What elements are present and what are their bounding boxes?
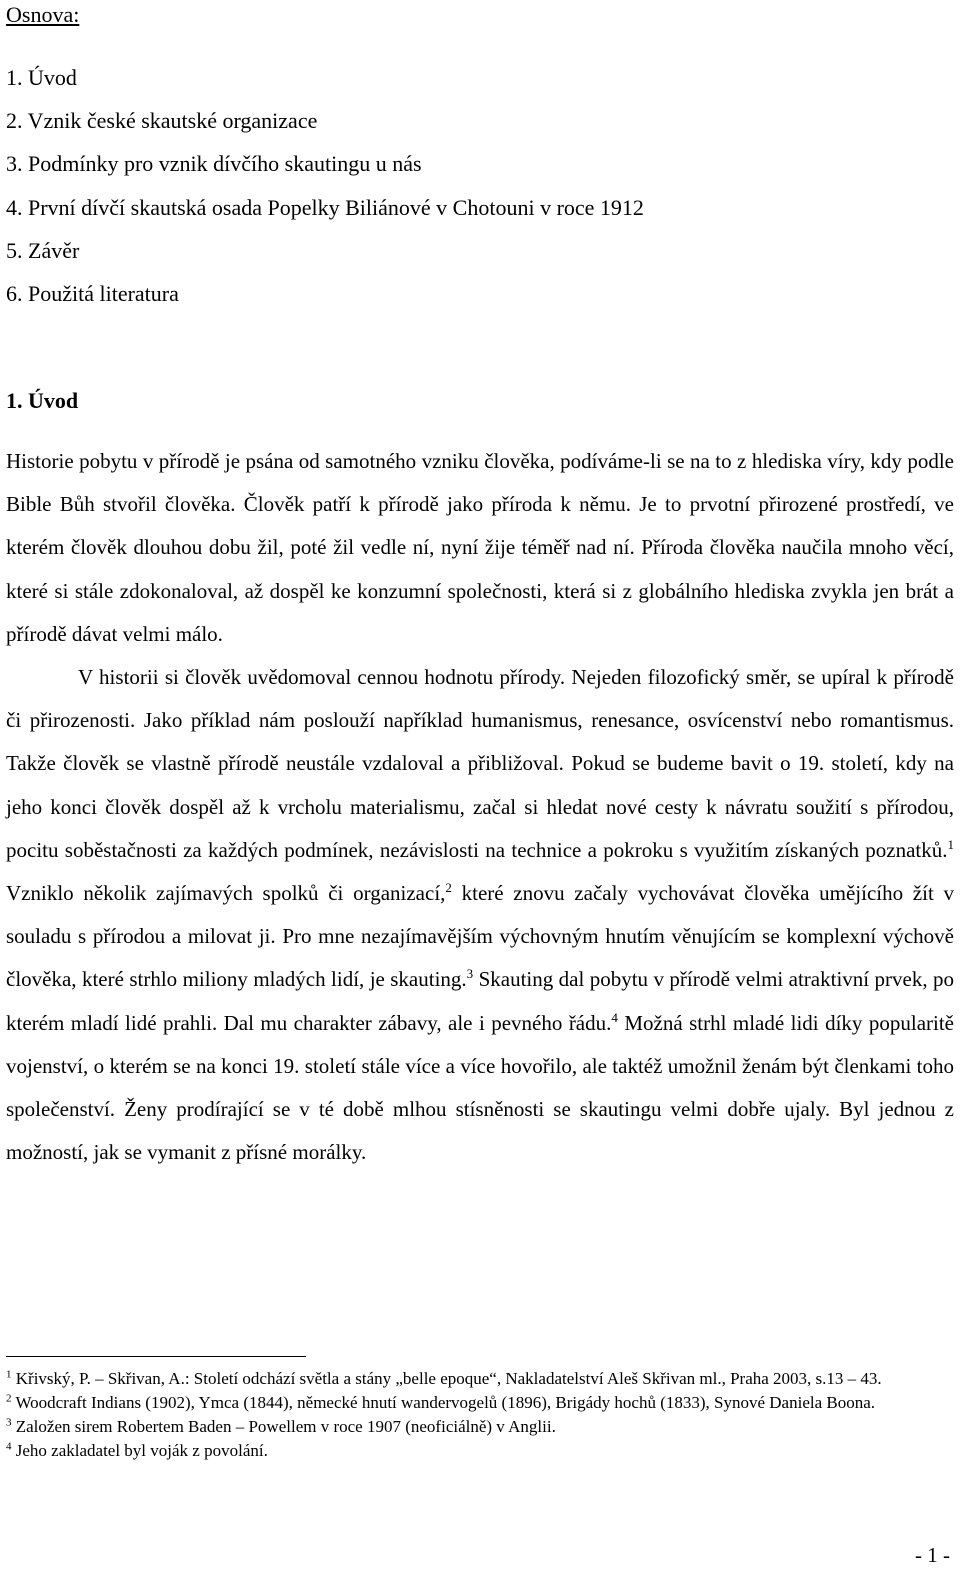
paragraph-2-text-e: Možná strhl mladé lidi díky popularitě vojenství, o kterém se na konci 19. století stále více a více hovořilo, ale taktéž umožnil ženám být členkami toho společenství. Ženy prodírající se v té době mlhou stísněnosti se skautingu velmi dobře ujaly. Byl jednou z možností, jak se vymanit z přísné morálky. — [6, 1010, 955, 1165]
footnote-separator — [6, 1356, 306, 1357]
footnote — [6, 1367, 954, 1391]
outline-item: 1. Úvod — [6, 65, 77, 90]
outline-heading: Osnova: — [6, 2, 80, 27]
outline-item: 2. Vznik české skautské organizace — [6, 108, 318, 134]
footnote — [6, 1391, 954, 1415]
footnote — [6, 1439, 954, 1463]
paragraph-2 — [6, 656, 954, 1174]
footnote-ref-3[interactable]: 3 — [466, 966, 474, 982]
body-text — [6, 440, 954, 1174]
section-title: 1. Úvod — [6, 388, 79, 413]
footnotes — [6, 1367, 954, 1463]
footnote-ref-4[interactable]: 4 — [611, 1009, 618, 1025]
footnote-mark: 2 — [6, 1392, 12, 1405]
footnote-text: Woodcraft Indians (1902), Ymca (1844), německé hnutí wandervogelů (1896), Brigády hochů (1833), Synové Daniela Boona. — [11, 1393, 876, 1412]
footnote-mark: 3 — [6, 1416, 12, 1429]
page-number: - 1 - — [915, 1543, 950, 1567]
outline-item: 5. Závěr — [6, 237, 80, 263]
footnote-text: Jeho zakladatel byl voják z povolání. — [11, 1441, 268, 1460]
footnote-text: Založen sirem Robertem Baden – Powellem v roce 1907 (neoficiálně) v Anglii. — [11, 1417, 556, 1436]
footnote-mark: 4 — [6, 1440, 12, 1453]
outline-item: 4. První dívčí skautská osada Popelky Biliánové v Chotouni v roce 1912 — [6, 194, 644, 220]
footnote-text: Křivský, P. – Skřivan, A.: Století odchází světla a stány „belle epoque“, Nakladatelství Aleš Skřivan ml., Praha 2003, s.13 – 43. — [11, 1369, 882, 1388]
outline-item: 6. Použitá literatura — [6, 281, 179, 307]
footnote-ref-2[interactable]: 2 — [445, 880, 452, 896]
paragraph-2-text-a: V historii si člověk uvědomoval cennou hodnotu přírody. Nejeden filozofický směr, se upíral k přírodě či přirozenosti. Jako příklad nám poslouží například humanismus, renesance, osvícenství nebo romantismus. Takže člověk se vlastně přírodě neustále vzdaloval a přibližoval. Pokud se budeme bavit o 19. století, kdy na jeho konci člověk dospěl až k vrcholu materialismu, začal si hledat nové cesty k návratu soužití s přírodou, pocitu soběstačnosti za každých podmínek, nezávislosti na technice a pokroku s využitím získaných poznatků. — [6, 665, 954, 862]
paragraph-2-text-c: které znovu začaly vychovávat člověka umějícího žít v souladu s přírodou a milovat ji. Pro mne nezajímavějším výchovným hnutím věnujícím se komplexní výchově člověka, které strhlo miliony mladých lidí, je skauting. — [6, 881, 954, 992]
outline-list — [6, 56, 644, 315]
footnote-ref-1[interactable]: 1 — [947, 836, 954, 852]
footnote — [6, 1415, 954, 1439]
paragraph-2-text-d: Skauting dal pobytu v přírodě velmi atraktivní prvek, po kterém mladí lidé prahli. Dal mu charakter zábavy, ale i pevného řádu. — [6, 967, 954, 1035]
paragraph-2-text-b: Vzniklo několik zajímavých spolků či organizací, — [6, 881, 446, 906]
paragraph-1: Historie pobytu v přírodě je psána od samotného vzniku člověka, podíváme-li se na to z hlediska víry, kdy podle Bible Bůh stvořil člověka. Člověk patří k přírodě jako příroda k němu. Je to prvotní přirozené prostředí, ve kterém člověk dlouhou dobu žil, poté žil vedle ní, nyní žije téměř nad ní. Příroda člověka naučila mnoho věcí, které si stále zdokonaloval, až dospěl ke konzumní společnosti, která si z globálního hlediska zvykla jen brát a přírodě dávat velmi málo. — [6, 449, 954, 646]
outline-item: 3. Podmínky pro vznik dívčího skautingu u nás — [6, 151, 422, 177]
footnote-mark: 1 — [6, 1368, 12, 1381]
